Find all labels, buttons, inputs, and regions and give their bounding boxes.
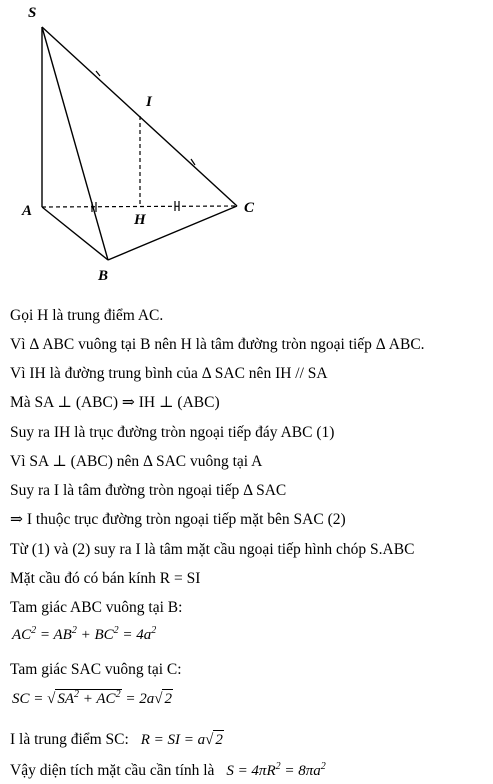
line-8: ⇒ I thuộc trục đường tròn ngoại tiếp mặt bên SAC (2) bbox=[10, 511, 346, 528]
pyramid-figure bbox=[0, 0, 493, 300]
label-A: A bbox=[22, 203, 33, 219]
formula-ac: $AC^2 = AB^2 + BC^2 = 4a^2$ bbox=[12, 625, 157, 643]
line-12: Tam giác SAC vuông tại C: bbox=[10, 661, 182, 678]
edge-SB bbox=[42, 27, 108, 260]
line-7: Suy ra I là tâm đường tròn ngoại tiếp Δ SAC bbox=[10, 482, 287, 499]
label-S: S bbox=[28, 5, 37, 21]
label-B: B bbox=[98, 268, 109, 284]
line-13: I là trung điểm SC: R = SI = a√ 2 bbox=[10, 731, 223, 748]
formula-si: R = SI = a√ 2 bbox=[140, 732, 223, 748]
formula-area: $S = 4\pi R^2 = 8\pi a^2$ bbox=[226, 761, 326, 779]
label-C: C bbox=[244, 200, 255, 216]
line-4: Mà SA ⊥ (ABC) ⇒ IH ⊥ (ABC) bbox=[10, 394, 220, 411]
line-9: Từ (1) và (2) suy ra I là tâm mặt cầu ngoại tiếp hình chóp S.ABC bbox=[10, 541, 415, 558]
line-3: Vì IH là đường trung bình của Δ SAC nên IH // SA bbox=[10, 365, 328, 382]
line-2: Vì Δ ABC vuông tại B nên H là tâm đường tròn ngoại tiếp Δ ABC. bbox=[10, 336, 425, 353]
line-1: Gọi H là trung điểm AC. bbox=[10, 307, 164, 324]
edge-AB bbox=[42, 207, 108, 260]
edge-AC-dashed bbox=[42, 206, 237, 207]
tick-SI bbox=[96, 71, 100, 76]
formula-sc: SC = √ $SA^2 + AC^2 = 2a√$ 2 bbox=[12, 689, 172, 707]
label-H: H bbox=[134, 212, 146, 228]
line-10: Mặt cầu đó có bán kính R = SI bbox=[10, 570, 201, 587]
line-5: Suy ra IH là trục đường tròn ngoại tiếp đáy ABC (1) bbox=[10, 424, 335, 441]
edge-BC bbox=[108, 206, 237, 260]
line-11: Tam giác ABC vuông tại B: bbox=[10, 599, 183, 616]
label-I: I bbox=[146, 94, 152, 110]
line-14: Vậy diện tích mặt cầu cần tính là $S = 4\pi R^2 = 8\pi a^2$ bbox=[10, 761, 326, 779]
line-6: Vì SA ⊥ (ABC) nên Δ SAC vuông tại A bbox=[10, 453, 263, 470]
